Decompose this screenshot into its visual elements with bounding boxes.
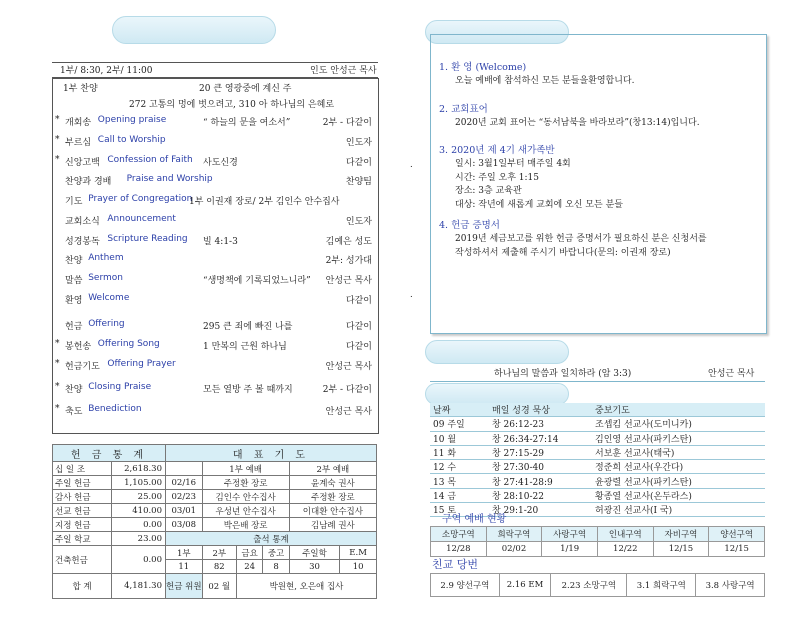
order-star: * bbox=[55, 155, 60, 165]
attendance-title: 출석 통계 bbox=[166, 532, 377, 546]
notices-box bbox=[430, 34, 767, 334]
hymn1-line1: 20 큰 영광중에 계신 주 bbox=[199, 84, 292, 94]
order-label: 축도 bbox=[65, 407, 83, 417]
schedule-row bbox=[430, 460, 765, 474]
fellowship-table bbox=[430, 573, 765, 597]
notice-title: 1. 환 영 (Welcome) bbox=[439, 62, 527, 73]
order-label: 개회송 bbox=[65, 118, 92, 128]
order-middle: 295 큰 죄에 빠진 나를 bbox=[203, 322, 293, 332]
offering-name: 십 일 조 bbox=[53, 462, 112, 476]
order-english: Confession of Faith bbox=[107, 155, 193, 165]
committee-month: 02 월 bbox=[202, 574, 236, 599]
service-times: 1부/ 8:30, 2부/ 11:00 bbox=[60, 66, 153, 76]
order-item bbox=[53, 319, 378, 334]
service-times-bar bbox=[52, 62, 378, 78]
zone-date: 02/02 bbox=[486, 542, 542, 557]
order-item bbox=[53, 404, 378, 419]
schedule-row bbox=[430, 474, 765, 488]
attendance-head: 1부 bbox=[166, 546, 203, 560]
offering-stats-title: 헌 금 통 계 bbox=[53, 445, 166, 462]
order-star: * bbox=[55, 339, 60, 349]
order-star: * bbox=[55, 382, 60, 392]
order-middle: 사도신경 bbox=[203, 158, 238, 168]
order-english: Offering bbox=[88, 319, 125, 329]
schedule-table bbox=[430, 403, 765, 517]
attendance-value: 24 bbox=[236, 560, 262, 574]
verse-author: 안성근 목사 bbox=[708, 369, 755, 379]
schedule-date: 14 금 bbox=[430, 488, 489, 502]
order-english: Welcome bbox=[88, 293, 130, 303]
order-right: 다같이 bbox=[345, 342, 372, 352]
order-right: 안성근 목사 bbox=[325, 407, 372, 417]
prayer-head bbox=[166, 462, 203, 476]
prayer-second: 이대환 안수집사 bbox=[289, 504, 376, 518]
notice-item bbox=[439, 101, 759, 129]
attendance-head: E.M bbox=[340, 546, 377, 560]
order-label: 봉헌송 bbox=[65, 342, 92, 352]
attendance-value: 82 bbox=[202, 560, 236, 574]
order-right: 다같이 bbox=[345, 158, 372, 168]
notice-line: 일시: 3월1일부터 매주일 4회 bbox=[455, 159, 571, 169]
schedule-head: 날짜 bbox=[430, 403, 489, 417]
notice-line: 작성하셔서 제출해 주시기 바랍니다(문의: 이권재 장로) bbox=[455, 247, 671, 258]
stats-table bbox=[52, 444, 377, 599]
schedule-reading: 창 28:10-22 bbox=[489, 488, 592, 502]
schedule-row bbox=[430, 417, 765, 431]
offering-name: 건축헌금 bbox=[53, 546, 112, 574]
zone-name: 인내구역 bbox=[597, 527, 653, 542]
prayer-date: 02/16 bbox=[166, 476, 203, 490]
offering-amount: 0.00 bbox=[112, 546, 166, 574]
notice-item bbox=[439, 59, 759, 87]
notice-title: 2. 교회표어 bbox=[439, 104, 488, 115]
hymn1-line2: 272 고통의 멍에 벗으려고, 310 아 하나님의 은혜로 bbox=[129, 100, 335, 110]
schedule-prayer: 김인영 선교사(파키스탄) bbox=[592, 431, 765, 445]
schedule-date: 09 주일 bbox=[430, 417, 489, 431]
order-item bbox=[53, 339, 378, 354]
left-title-banner bbox=[112, 16, 276, 44]
prayer-title: 대 표 기 도 bbox=[166, 445, 377, 462]
order-item bbox=[53, 214, 378, 229]
prayer-head: 1부 예배 bbox=[202, 462, 289, 476]
order-label: 말씀 bbox=[65, 276, 83, 286]
prayer-first: 김인수 안수집사 bbox=[202, 490, 289, 504]
schedule-reading: 창 27:41-28:9 bbox=[489, 474, 592, 488]
order-english: Announcement bbox=[107, 214, 176, 224]
order-middle: 1 만복의 근원 하나님 bbox=[203, 342, 287, 352]
schedule-date: 12 수 bbox=[430, 460, 489, 474]
notice-line: 대상: 작년에 새롭게 교회에 오신 모든 분들 bbox=[455, 199, 623, 210]
order-right: 찬양팀 bbox=[345, 177, 372, 187]
zone-name: 사랑구역 bbox=[542, 527, 598, 542]
schedule-reading: 창 27:15-29 bbox=[489, 445, 592, 459]
schedule-prayer: 황종열 선교사(온두라스) bbox=[592, 488, 765, 502]
notice-line: 2020년 교회 표어는 “동서남북을 바라보라”(창13:14)입니다. bbox=[455, 118, 700, 128]
schedule-head: 매일 성경 묵상 bbox=[489, 403, 592, 417]
fellowship-duty: 3.8 사랑구역 bbox=[696, 574, 765, 597]
fellowship-duty: 2.16 EM bbox=[499, 574, 551, 597]
schedule-reading: 창 27:30-40 bbox=[489, 460, 592, 474]
attendance-head: 주일학 bbox=[289, 546, 339, 560]
order-label: 신앙고백 bbox=[65, 158, 100, 168]
prayer-first: 박은배 장로 bbox=[202, 518, 289, 532]
order-item bbox=[53, 194, 378, 209]
order-english: Anthem bbox=[88, 253, 124, 263]
order-right: 안성근 목사 bbox=[325, 276, 372, 286]
prayer-first: 주정환 장로 bbox=[202, 476, 289, 490]
zone-title: 구역 예배 현황 bbox=[442, 514, 507, 525]
order-english: Praise and Worship bbox=[126, 174, 213, 184]
prayer-second: 윤계숙 권사 bbox=[289, 476, 376, 490]
zone-table bbox=[430, 526, 765, 557]
order-star: * bbox=[55, 404, 60, 414]
order-item bbox=[53, 253, 378, 268]
order-label: 환영 bbox=[65, 296, 83, 306]
prayer-head: 2부 예배 bbox=[289, 462, 376, 476]
schedule-prayer: 윤광렬 선교사(파키스탄) bbox=[592, 474, 765, 488]
order-label: 기도 bbox=[65, 197, 83, 207]
schedule-reading: 창 26:34-27:14 bbox=[489, 431, 592, 445]
prayer-second: 주정환 장로 bbox=[289, 490, 376, 504]
notice-line: 오늘 예배에 참석하신 모든 분들을환영합니다. bbox=[455, 76, 635, 86]
notice-line: 2019년 세금보고를 위한 헌금 증명서가 필요하신 분은 신청서를 bbox=[455, 234, 707, 244]
fellowship-duty: 2.23 소망구역 bbox=[551, 574, 627, 597]
order-item bbox=[53, 155, 378, 170]
offering-amount: 410.00 bbox=[112, 504, 166, 518]
schedule-prayer: 서보훈 선교사(태국) bbox=[592, 445, 765, 459]
offering-amount: 2,618.30 bbox=[112, 462, 166, 476]
order-label: 찬양 bbox=[65, 385, 83, 395]
committee-label: 헌금 위원 bbox=[166, 574, 203, 599]
order-star: * bbox=[55, 115, 60, 125]
fellowship-title: 친교 당번 bbox=[432, 558, 479, 571]
schedule-row bbox=[430, 488, 765, 502]
schedule-banner bbox=[425, 383, 569, 405]
order-middle: 1부 이권재 장로/ 2부 김인수 안수집사 bbox=[189, 197, 340, 207]
offering-name: 주일 학교 bbox=[53, 532, 112, 546]
schedule-date: 11 화 bbox=[430, 445, 489, 459]
zone-date: 12/15 bbox=[709, 542, 765, 557]
order-english: Closing Praise bbox=[88, 382, 152, 392]
total-amount: 4,181.30 bbox=[112, 574, 166, 599]
order-right: 인도자 bbox=[345, 138, 372, 148]
order-item bbox=[53, 273, 378, 288]
order-english: Opening praise bbox=[97, 115, 167, 125]
order-item bbox=[53, 293, 378, 308]
verse-banner bbox=[425, 340, 569, 364]
zone-name: 소망구역 bbox=[431, 527, 487, 542]
schedule-prayer: 허광진 선교사(I 국) bbox=[592, 503, 765, 517]
order-english: Benediction bbox=[88, 404, 142, 414]
order-right: 다같이 bbox=[345, 322, 372, 332]
prayer-date: 03/01 bbox=[166, 504, 203, 518]
zone-name: 자비구역 bbox=[653, 527, 709, 542]
schedule-date: 15 토 bbox=[430, 503, 489, 517]
offering-name: 주일 헌금 bbox=[53, 476, 112, 490]
notice-item bbox=[439, 142, 759, 210]
order-english: Sermon bbox=[88, 273, 123, 283]
attendance-head: 2부 bbox=[202, 546, 236, 560]
offering-name: 선교 헌금 bbox=[53, 504, 112, 518]
schedule-date: 13 목 bbox=[430, 474, 489, 488]
zone-date: 12/28 bbox=[431, 542, 487, 557]
order-right: 김예은 성도 bbox=[325, 237, 372, 247]
order-middle: 빌 4:1-3 bbox=[203, 237, 238, 247]
schedule-prayer: 정준희 선교사(우간다) bbox=[592, 460, 765, 474]
order-english: Scripture Reading bbox=[107, 234, 188, 244]
order-star: * bbox=[55, 135, 60, 145]
offering-amount: 1,105.00 bbox=[112, 476, 166, 490]
margin-dot: . bbox=[410, 290, 413, 300]
zone-panel bbox=[430, 526, 765, 557]
attendance-value: 8 bbox=[263, 560, 289, 574]
prayer-date: 02/23 bbox=[166, 490, 203, 504]
order-english: Offering Prayer bbox=[107, 359, 176, 369]
attendance-value: 10 bbox=[340, 560, 377, 574]
offering-name: 지정 헌금 bbox=[53, 518, 112, 532]
order-right: 2부: 성가대 bbox=[325, 256, 372, 266]
order-label: 헌금기도 bbox=[65, 362, 100, 372]
notice-title: 4. 헌금 증명서 bbox=[439, 220, 500, 231]
prayer-second: 김남례 권사 bbox=[289, 518, 376, 532]
prayer-first: 우성년 안수집사 bbox=[202, 504, 289, 518]
order-item bbox=[53, 135, 378, 150]
order-right: 2부 - 다같이 bbox=[322, 385, 372, 395]
offering-amount: 0.00 bbox=[112, 518, 166, 532]
order-item bbox=[53, 359, 378, 374]
order-middle: “생명책에 기록되었느니라” bbox=[203, 276, 311, 286]
order-label: 성경봉독 bbox=[65, 237, 100, 247]
total-label: 합 계 bbox=[53, 574, 112, 599]
fellowship-panel bbox=[430, 573, 765, 597]
schedule-panel bbox=[430, 403, 765, 517]
fellowship-duty: 2.9 양선구역 bbox=[431, 574, 500, 597]
order-label: 찬양 bbox=[65, 256, 83, 266]
order-right: 안성근 목사 bbox=[325, 362, 372, 372]
order-right: 인도자 bbox=[345, 217, 372, 227]
zone-date: 12/22 bbox=[597, 542, 653, 557]
order-middle: 모든 열방 주 볼 때까지 bbox=[203, 385, 293, 395]
committee-names: 박원현, 오은애 집사 bbox=[236, 574, 376, 599]
verse-bar bbox=[430, 364, 765, 382]
schedule-reading: 창 29:1-20 bbox=[489, 503, 592, 517]
margin-dot: . bbox=[410, 160, 413, 170]
attendance-value: 30 bbox=[289, 560, 339, 574]
zone-date: 1/19 bbox=[542, 542, 598, 557]
offering-name: 감사 헌금 bbox=[53, 490, 112, 504]
order-of-worship bbox=[52, 78, 379, 434]
schedule-date: 10 월 bbox=[430, 431, 489, 445]
hymn1-label: 1부 찬양 bbox=[63, 84, 98, 94]
presider: 인도 안성근 목사 bbox=[310, 66, 377, 76]
schedule-head: 중보기도 bbox=[592, 403, 765, 417]
order-english: Call to Worship bbox=[97, 135, 166, 145]
zone-name: 희락구역 bbox=[486, 527, 542, 542]
schedule-row bbox=[430, 431, 765, 445]
order-label: 찬양과 경배 bbox=[65, 177, 112, 187]
order-item bbox=[53, 382, 378, 397]
notice-item bbox=[439, 217, 759, 258]
order-label: 부르심 bbox=[65, 138, 92, 148]
attendance-head: 중고 bbox=[263, 546, 289, 560]
order-english: Prayer of Congregation bbox=[88, 194, 193, 204]
order-item bbox=[53, 174, 378, 189]
notice-line: 장소: 3층 교육관 bbox=[455, 186, 522, 196]
notice-title: 3. 2020년 제 4기 새가족반 bbox=[439, 145, 555, 156]
zone-name: 양선구역 bbox=[709, 527, 765, 542]
order-label: 교회소식 bbox=[65, 217, 100, 227]
order-middle: “ 하늘의 문을 여소서” bbox=[203, 118, 291, 128]
schedule-row bbox=[430, 445, 765, 459]
zone-date: 12/15 bbox=[653, 542, 709, 557]
order-label: 헌금 bbox=[65, 322, 83, 332]
schedule-prayer: 조셉킴 선교사(도미니카) bbox=[592, 417, 765, 431]
attendance-head: 금요 bbox=[236, 546, 262, 560]
schedule-reading: 창 26:12-23 bbox=[489, 417, 592, 431]
offering-amount: 25.00 bbox=[112, 490, 166, 504]
order-right: 다같이 bbox=[345, 296, 372, 306]
order-star: * bbox=[55, 359, 60, 369]
notice-line: 시간: 주일 오후 1:15 bbox=[455, 172, 539, 183]
order-item bbox=[53, 115, 378, 130]
fellowship-duty: 3.1 희락구역 bbox=[627, 574, 696, 597]
attendance-value: 11 bbox=[166, 560, 203, 574]
stats-panel bbox=[52, 444, 377, 592]
offering-amount: 23.00 bbox=[112, 532, 166, 546]
order-item bbox=[53, 234, 378, 249]
order-english: Offering Song bbox=[97, 339, 160, 349]
prayer-date: 03/08 bbox=[166, 518, 203, 532]
verse-text: 하나님의 말씀과 일치하라 (암 3:3) bbox=[494, 369, 632, 379]
order-right: 2부 - 다같이 bbox=[322, 118, 372, 128]
